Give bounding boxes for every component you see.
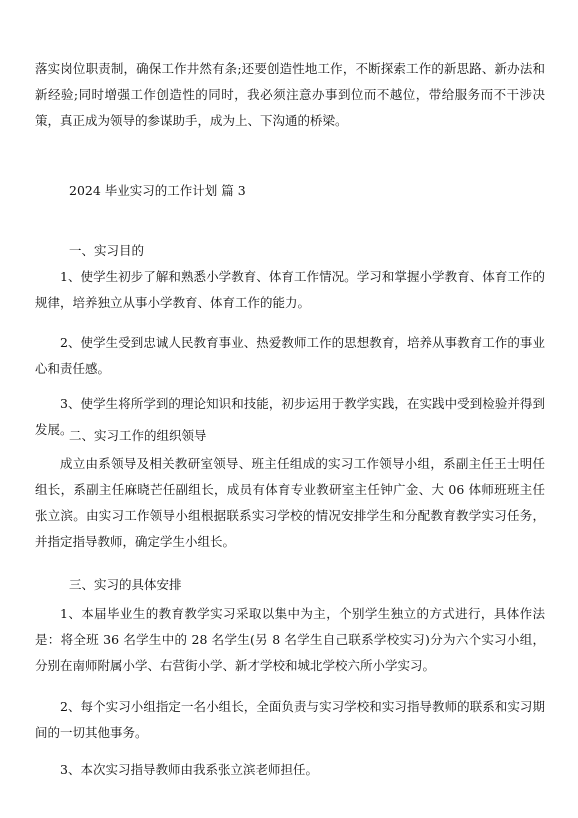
heading-arrangements: 三、实习的具体安排 (69, 577, 182, 592)
objective-paragraph-1: 1、使学生初步了解和熟悉小学教育、体育工作情况。学习和掌握小学教育、体育工作的规律，培养独立从事小学教育、体育工作的能力。 (35, 269, 545, 310)
section-title: 2024 毕业实习的工作计划 篇 3 (69, 183, 246, 198)
arrangement-paragraph-3: 3、本次实习指导教师由我系张立滨老师担任。 (60, 762, 318, 777)
intro-paragraph: 落实岗位职责制，确保工作井然有条;还要创造性地工作，不断探索工作的新思路、新办法和新经验;同时增强工作创造性的同时，我必须注意办事到位而不越位，带给服务而不干涉决策，真正成为领导的参谋助手，成为上、下沟通的桥梁。 (35, 61, 545, 128)
arrangement-paragraph-2: 2、每个实习小组指定一名小组长，全面负责与实习学校和实习指导教师的联系和实习期间的一切其他事务。 (35, 699, 545, 740)
objective-paragraph-3: 3、使学生将所学到的理论知识和技能，初步运用于教学实践，在实践中受到检验并得到发展。 (35, 396, 545, 437)
heading-objectives: 一、实习目的 (69, 243, 145, 258)
heading-organization: 二、实习工作的组织领导 (69, 428, 207, 443)
arrangement-paragraph-1: 1、本届毕业生的教育教学实习采取以集中为主，个别学生独立的方式进行，具体作法是：将全班 36 名学生中的 28 名学生(另 8 名学生自己联系学校实习)分为六个实习小组，分别在南师附属小学、右营街小学、新才学校和城北学校六所小学实习。 (35, 606, 545, 673)
objective-paragraph-2: 2、使学生受到忠诚人民教育事业、热爱教师工作的思想教育，培养从事教育工作的事业心和责任感。 (35, 335, 545, 376)
organization-paragraph: 成立由系领导及相关教研室领导、班主任组成的实习工作领导小组，系副主任王士明任组长，系副主任麻晓芒任副组长，成员有体育专业教研室主任钟广金、大 06 体师班班主任张立滨。由实习工作领导小组根据联系实习学校的情况安排学生和分配教育教学实习任务，并指定指导教师，确定学生小组长。 (35, 456, 545, 549)
